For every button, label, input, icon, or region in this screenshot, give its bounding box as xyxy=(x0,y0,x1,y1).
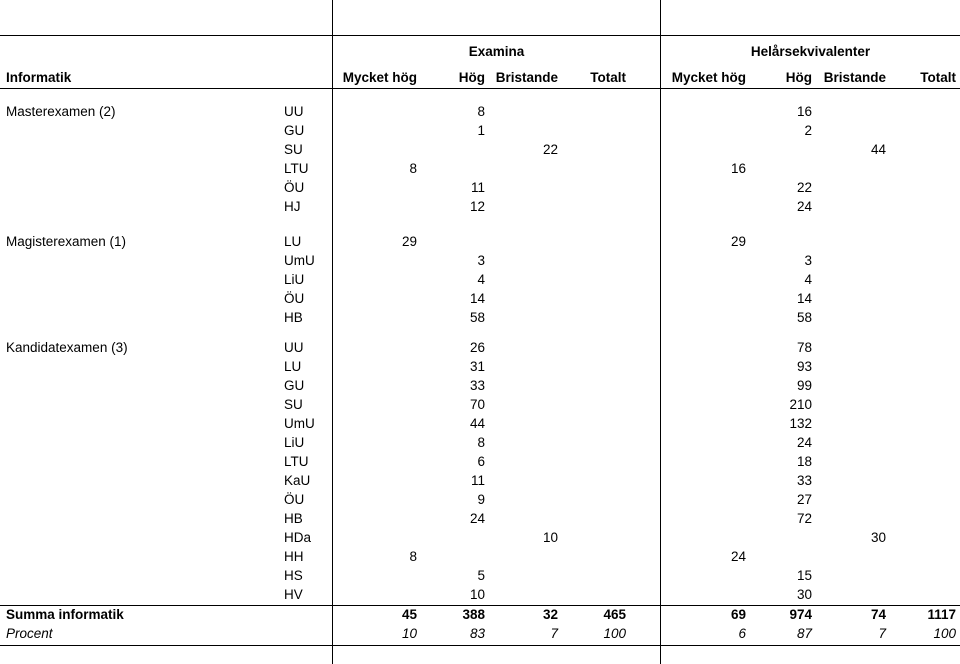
col-header-informatik: Informatik xyxy=(6,70,72,85)
examina-hog: 11 xyxy=(470,473,485,488)
summary-hel-hog: 974 xyxy=(789,607,812,622)
col-header-examina-totalt: Totalt xyxy=(590,70,626,85)
university-code: SU xyxy=(284,397,303,412)
col-header-examina-bristande: Bristande xyxy=(495,70,558,85)
summary-hel-totalt: 1117 xyxy=(927,607,956,622)
table-row xyxy=(0,309,960,327)
table-bottom-rule xyxy=(0,645,960,646)
table-row xyxy=(0,453,960,471)
percent-hel-hog: 87 xyxy=(796,626,812,641)
university-code: HS xyxy=(284,568,303,583)
examina-bristande: 22 xyxy=(542,142,558,157)
university-code: ÖU xyxy=(284,291,305,306)
table-row xyxy=(0,415,960,433)
summary-examina-bristande: 32 xyxy=(542,607,558,622)
table-row xyxy=(0,233,960,251)
examina-hog: 5 xyxy=(477,568,485,583)
summary-hel-bristande: 74 xyxy=(870,607,886,622)
examina-hog: 14 xyxy=(469,291,485,306)
summary-examina-hog: 388 xyxy=(462,607,485,622)
row-label: Magisterexamen (1) xyxy=(6,234,127,249)
summary-hel-mycket-hog: 69 xyxy=(730,607,746,622)
table-row xyxy=(0,179,960,197)
university-code: LTU xyxy=(284,454,309,469)
hel-hog: 72 xyxy=(796,511,812,526)
group-header-examina: Examina xyxy=(468,44,525,59)
hel-hog: 15 xyxy=(796,568,812,583)
col-header-hel-mycket-hog: Mycket hög xyxy=(671,70,746,85)
percent-examina-totalt: 100 xyxy=(603,626,626,641)
hel-mycket-hog: 29 xyxy=(730,234,746,249)
examina-mycket-hog: 8 xyxy=(409,161,417,176)
university-code: SU xyxy=(284,142,303,157)
table-row xyxy=(0,529,960,547)
table-row xyxy=(0,567,960,585)
table-row xyxy=(0,358,960,376)
summary-examina-totalt: 465 xyxy=(603,607,626,622)
examina-hog: 12 xyxy=(469,199,485,214)
table-row xyxy=(0,252,960,270)
table-row xyxy=(0,141,960,159)
header-bottom-rule xyxy=(0,88,960,89)
examina-hog: 70 xyxy=(469,397,485,412)
examina-hog: 31 xyxy=(469,359,485,374)
university-code: GU xyxy=(284,123,305,138)
university-code: LiU xyxy=(284,435,305,450)
table-row xyxy=(0,548,960,566)
percent-hel-mycket-hog: 6 xyxy=(738,626,746,641)
examina-hog: 33 xyxy=(469,378,485,393)
summary-examina-mycket-hog: 45 xyxy=(401,607,417,622)
examina-hog: 24 xyxy=(469,511,485,526)
examina-hog: 44 xyxy=(469,416,485,431)
university-code: HH xyxy=(284,549,304,564)
percent-examina-bristande: 7 xyxy=(550,626,558,641)
hel-hog: 30 xyxy=(796,587,812,602)
hel-hog: 3 xyxy=(804,253,812,268)
percent-hel-totalt: 100 xyxy=(933,626,956,641)
table-row xyxy=(0,271,960,289)
hel-hog: 132 xyxy=(789,416,812,431)
col-header-hel-totalt: Totalt xyxy=(920,70,956,85)
hel-hog: 27 xyxy=(796,492,812,507)
col-header-hel-hog: Hög xyxy=(785,70,812,85)
hel-hog: 2 xyxy=(804,123,812,138)
hel-bristande: 30 xyxy=(870,530,886,545)
university-code: LTU xyxy=(284,161,309,176)
examina-hog: 8 xyxy=(477,435,485,450)
hel-bristande: 44 xyxy=(870,142,886,157)
col-header-hel-bristande: Bristande xyxy=(823,70,886,85)
percent-examina-hog: 83 xyxy=(469,626,485,641)
hel-hog: 24 xyxy=(796,199,812,214)
university-code: HJ xyxy=(284,199,301,214)
header-top-rule xyxy=(0,35,960,36)
hel-hog: 4 xyxy=(804,272,812,287)
university-code: HDa xyxy=(284,530,312,545)
table-row xyxy=(0,472,960,490)
group-header-helarsekvivalenter: Helårsekvivalenter xyxy=(750,44,871,59)
university-code: UmU xyxy=(284,253,315,268)
examina-hog: 10 xyxy=(469,587,485,602)
table-row xyxy=(0,396,960,414)
table-row xyxy=(0,198,960,216)
hel-mycket-hog: 16 xyxy=(730,161,746,176)
university-code: UU xyxy=(284,340,304,355)
table-row xyxy=(0,434,960,452)
col-header-examina-hog: Hög xyxy=(458,70,485,85)
examina-mycket-hog: 8 xyxy=(409,549,417,564)
examina-hog: 26 xyxy=(469,340,485,355)
row-label: Kandidatexamen (3) xyxy=(6,340,128,355)
university-code: LiU xyxy=(284,272,305,287)
column-header-row xyxy=(0,69,960,87)
university-code: LU xyxy=(284,234,302,249)
examina-hog: 1 xyxy=(477,123,485,138)
hel-mycket-hog: 24 xyxy=(730,549,746,564)
examina-hog: 9 xyxy=(477,492,485,507)
hel-hog: 14 xyxy=(796,291,812,306)
percent-row xyxy=(0,625,960,643)
hel-hog: 93 xyxy=(796,359,812,374)
table-row xyxy=(0,377,960,395)
hel-hog: 33 xyxy=(796,473,812,488)
table-row xyxy=(0,491,960,509)
table-row xyxy=(0,103,960,121)
university-code: HB xyxy=(284,310,303,325)
examina-mycket-hog: 29 xyxy=(401,234,417,249)
university-code: UU xyxy=(284,104,304,119)
table-row xyxy=(0,510,960,528)
table-row xyxy=(0,160,960,178)
university-code: HB xyxy=(284,511,303,526)
hel-hog: 99 xyxy=(796,378,812,393)
row-label: Masterexamen (2) xyxy=(6,104,116,119)
percent-hel-bristande: 7 xyxy=(878,626,886,641)
col-header-examina-mycket-hog: Mycket hög xyxy=(342,70,417,85)
hel-hog: 22 xyxy=(796,180,812,195)
table-row xyxy=(0,586,960,604)
summary-label: Summa informatik xyxy=(6,607,124,622)
percent-examina-mycket-hog: 10 xyxy=(401,626,417,641)
university-code: ÖU xyxy=(284,180,305,195)
examina-hog: 4 xyxy=(477,272,485,287)
hel-hog: 58 xyxy=(796,310,812,325)
examina-hog: 58 xyxy=(469,310,485,325)
hel-hog: 16 xyxy=(796,104,812,119)
table-row xyxy=(0,339,960,357)
examina-hog: 8 xyxy=(477,104,485,119)
university-code: KaU xyxy=(284,473,311,488)
hel-hog: 18 xyxy=(796,454,812,469)
table-row xyxy=(0,290,960,308)
university-code: UmU xyxy=(284,416,315,431)
examina-hog: 6 xyxy=(477,454,485,469)
hel-hog: 24 xyxy=(796,435,812,450)
examina-bristande: 10 xyxy=(542,530,558,545)
examina-hog: 11 xyxy=(470,180,485,195)
university-code: GU xyxy=(284,378,305,393)
summary-row xyxy=(0,606,960,624)
university-code: LU xyxy=(284,359,302,374)
hel-hog: 210 xyxy=(789,397,812,412)
university-code: ÖU xyxy=(284,492,305,507)
university-code: HV xyxy=(284,587,303,602)
examina-hog: 3 xyxy=(477,253,485,268)
table-row xyxy=(0,122,960,140)
hel-hog: 78 xyxy=(796,340,812,355)
percent-label: Procent xyxy=(6,626,53,641)
